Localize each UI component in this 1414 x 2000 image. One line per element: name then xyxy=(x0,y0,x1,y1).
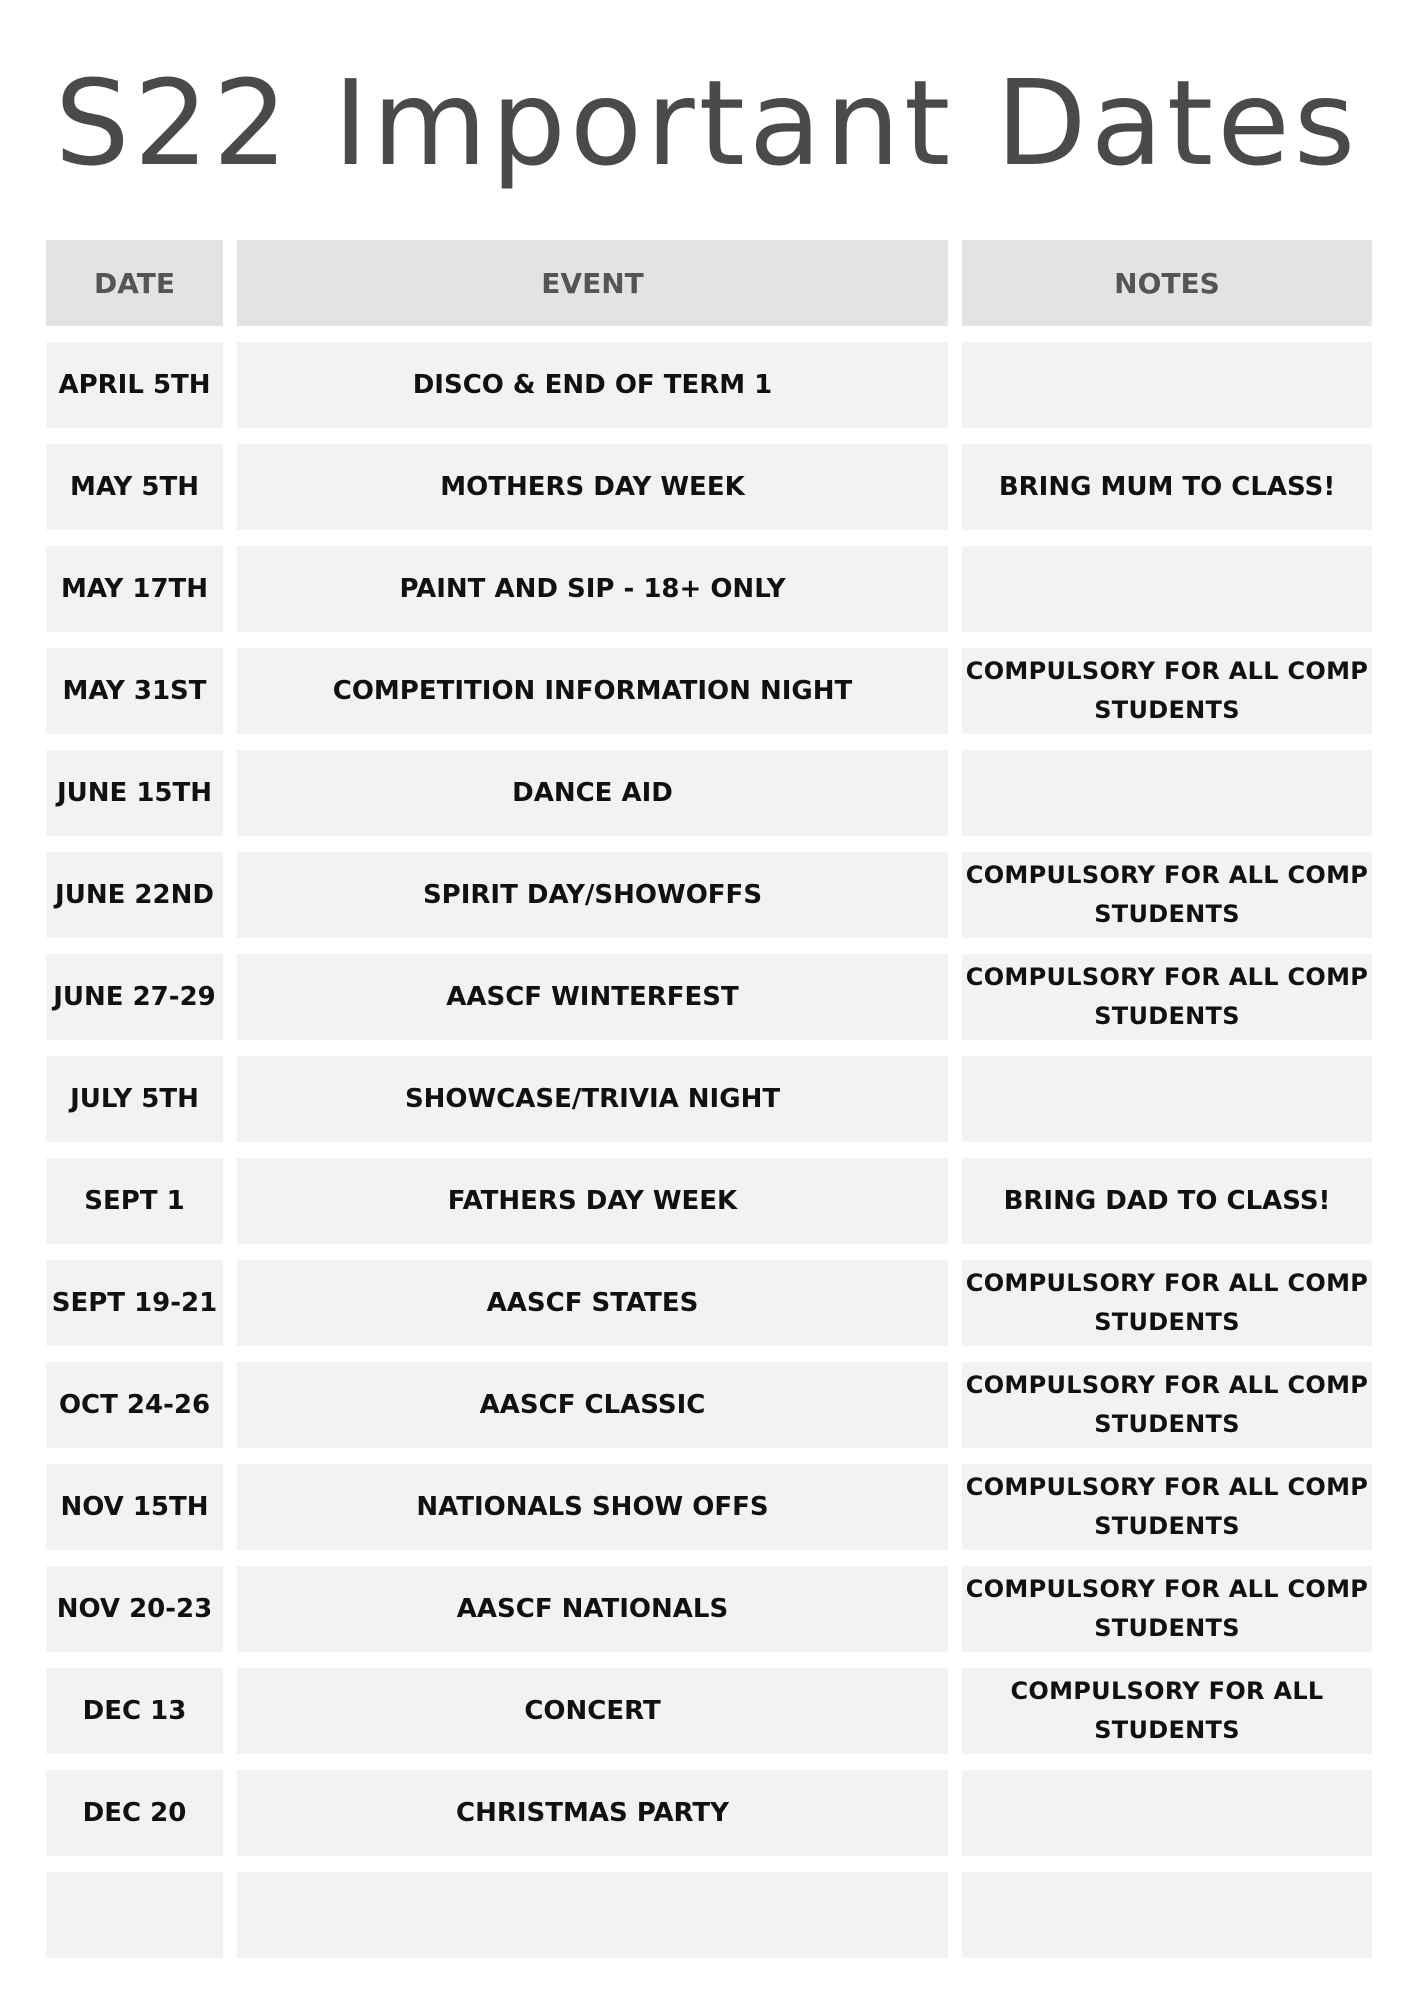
notes-cell-text: COMPULSORY FOR ALL COMP STUDENTS xyxy=(965,1269,1369,1336)
event-cell xyxy=(237,1158,948,1244)
event-cell-text: DANCE AID xyxy=(512,777,673,808)
event-cell-text: CHRISTMAS PARTY xyxy=(456,1797,729,1828)
table-row xyxy=(46,1464,1372,1550)
notes-cell-text: COMPULSORY FOR ALL COMP STUDENTS xyxy=(965,1371,1369,1438)
date-cell xyxy=(46,546,223,632)
notes-cell xyxy=(962,852,1372,938)
date-cell xyxy=(46,1260,223,1346)
notes-cell xyxy=(962,1770,1372,1856)
date-cell-text: MAY 17TH xyxy=(60,573,209,604)
notes-cell xyxy=(962,648,1372,734)
event-cell xyxy=(237,1872,948,1958)
date-cell xyxy=(46,444,223,530)
date-cell xyxy=(46,1464,223,1550)
date-cell-text: NOV 20-23 xyxy=(56,1593,213,1624)
table-row xyxy=(46,750,1372,836)
date-cell-text: DEC 13 xyxy=(82,1695,187,1726)
event-cell xyxy=(237,1464,948,1550)
event-cell xyxy=(237,1260,948,1346)
table-row xyxy=(46,852,1372,938)
notes-cell xyxy=(962,1158,1372,1244)
event-cell-text: PAINT AND SIP - 18+ ONLY xyxy=(399,573,786,604)
date-cell xyxy=(46,1872,223,1958)
date-cell-text: APRIL 5TH xyxy=(58,369,211,400)
notes-cell xyxy=(962,954,1372,1040)
date-cell-text: NOV 15TH xyxy=(60,1491,209,1522)
table-row xyxy=(46,954,1372,1040)
date-cell xyxy=(46,1056,223,1142)
event-cell xyxy=(237,1056,948,1142)
date-cell-text: JULY 5TH xyxy=(70,1083,199,1114)
event-cell-text: SPIRIT DAY/SHOWOFFS xyxy=(422,879,763,910)
event-cell xyxy=(237,852,948,938)
date-cell xyxy=(46,1158,223,1244)
table-row xyxy=(46,546,1372,632)
notes-cell-text: COMPULSORY FOR ALL COMP STUDENTS xyxy=(965,861,1369,928)
notes-cell xyxy=(962,1566,1372,1652)
notes-cell-text: COMPULSORY FOR ALL STUDENTS xyxy=(1010,1677,1324,1744)
table-row xyxy=(46,1158,1372,1244)
date-cell xyxy=(46,1362,223,1448)
notes-cell xyxy=(962,1872,1372,1958)
event-cell xyxy=(237,648,948,734)
date-column-header: DATE xyxy=(46,240,223,326)
notes-cell-text: COMPULSORY FOR ALL COMP STUDENTS xyxy=(965,657,1369,724)
event-cell-text: SHOWCASE/TRIVIA NIGHT xyxy=(404,1083,781,1114)
event-cell-text: DISCO & END OF TERM 1 xyxy=(412,369,773,400)
table-header-row xyxy=(46,240,1372,326)
date-cell xyxy=(46,954,223,1040)
notes-cell xyxy=(962,750,1372,836)
notes-column-header: NOTES xyxy=(962,240,1372,326)
table-row xyxy=(46,1770,1372,1856)
notes-cell xyxy=(962,342,1372,428)
event-cell-text: NATIONALS SHOW OFFS xyxy=(416,1491,769,1522)
notes-cell-text: COMPULSORY FOR ALL COMP STUDENTS xyxy=(965,1575,1369,1642)
event-cell xyxy=(237,444,948,530)
event-cell-text: FATHERS DAY WEEK xyxy=(447,1185,738,1216)
notes-cell xyxy=(962,1362,1372,1448)
notes-cell xyxy=(962,1260,1372,1346)
notes-cell xyxy=(962,1464,1372,1550)
notes-cell xyxy=(962,1056,1372,1142)
table-row xyxy=(46,342,1372,428)
event-cell-text: COMPETITION INFORMATION NIGHT xyxy=(332,675,853,706)
table-row xyxy=(46,1260,1372,1346)
page-title: S22 Important Dates xyxy=(54,54,1360,192)
table-row xyxy=(46,1056,1372,1142)
date-cell-text: SEPT 1 xyxy=(84,1185,185,1216)
notes-cell xyxy=(962,546,1372,632)
table-row xyxy=(46,648,1372,734)
date-cell-text: MAY 31ST xyxy=(62,675,207,706)
event-cell xyxy=(237,954,948,1040)
date-cell-text: OCT 24-26 xyxy=(58,1389,211,1420)
date-cell xyxy=(46,1566,223,1652)
event-cell xyxy=(237,1668,948,1754)
date-cell xyxy=(46,342,223,428)
event-cell xyxy=(237,546,948,632)
date-cell-text: JUNE 15TH xyxy=(56,777,213,808)
event-cell-text: CONCERT xyxy=(524,1695,661,1726)
event-cell-text: AASCF NATIONALS xyxy=(456,1593,729,1624)
event-cell-text: AASCF STATES xyxy=(486,1287,699,1318)
table-row xyxy=(46,444,1372,530)
date-cell-text: DEC 20 xyxy=(82,1797,187,1828)
date-cell xyxy=(46,750,223,836)
table-body xyxy=(46,342,1372,1958)
date-cell-text: SEPT 19-21 xyxy=(51,1287,218,1318)
notes-cell-text: BRING DAD TO CLASS! xyxy=(1003,1185,1331,1216)
event-cell-text: AASCF WINTERFEST xyxy=(446,981,739,1012)
date-cell-text: JUNE 27-29 xyxy=(53,981,216,1012)
notes-cell xyxy=(962,444,1372,530)
schedule-table xyxy=(46,240,1372,1974)
event-cell xyxy=(237,1362,948,1448)
event-cell xyxy=(237,750,948,836)
notes-cell-text: COMPULSORY FOR ALL COMP STUDENTS xyxy=(965,1473,1369,1540)
table-row xyxy=(46,1668,1372,1754)
table-row xyxy=(46,1872,1372,1958)
date-cell-text: MAY 5TH xyxy=(70,471,199,502)
date-cell xyxy=(46,852,223,938)
date-cell-text: JUNE 22ND xyxy=(55,879,214,910)
date-cell xyxy=(46,648,223,734)
date-cell xyxy=(46,1668,223,1754)
event-cell xyxy=(237,342,948,428)
date-cell xyxy=(46,1770,223,1856)
event-cell-text: MOTHERS DAY WEEK xyxy=(440,471,745,502)
table-row xyxy=(46,1362,1372,1448)
table-row xyxy=(46,1566,1372,1652)
event-column-header: EVENT xyxy=(237,240,948,326)
event-cell xyxy=(237,1566,948,1652)
notes-cell-text: COMPULSORY FOR ALL COMP STUDENTS xyxy=(965,963,1369,1030)
event-cell xyxy=(237,1770,948,1856)
event-cell-text: AASCF CLASSIC xyxy=(479,1389,706,1420)
notes-cell xyxy=(962,1668,1372,1754)
notes-cell-text: BRING MUM TO CLASS! xyxy=(998,471,1336,502)
